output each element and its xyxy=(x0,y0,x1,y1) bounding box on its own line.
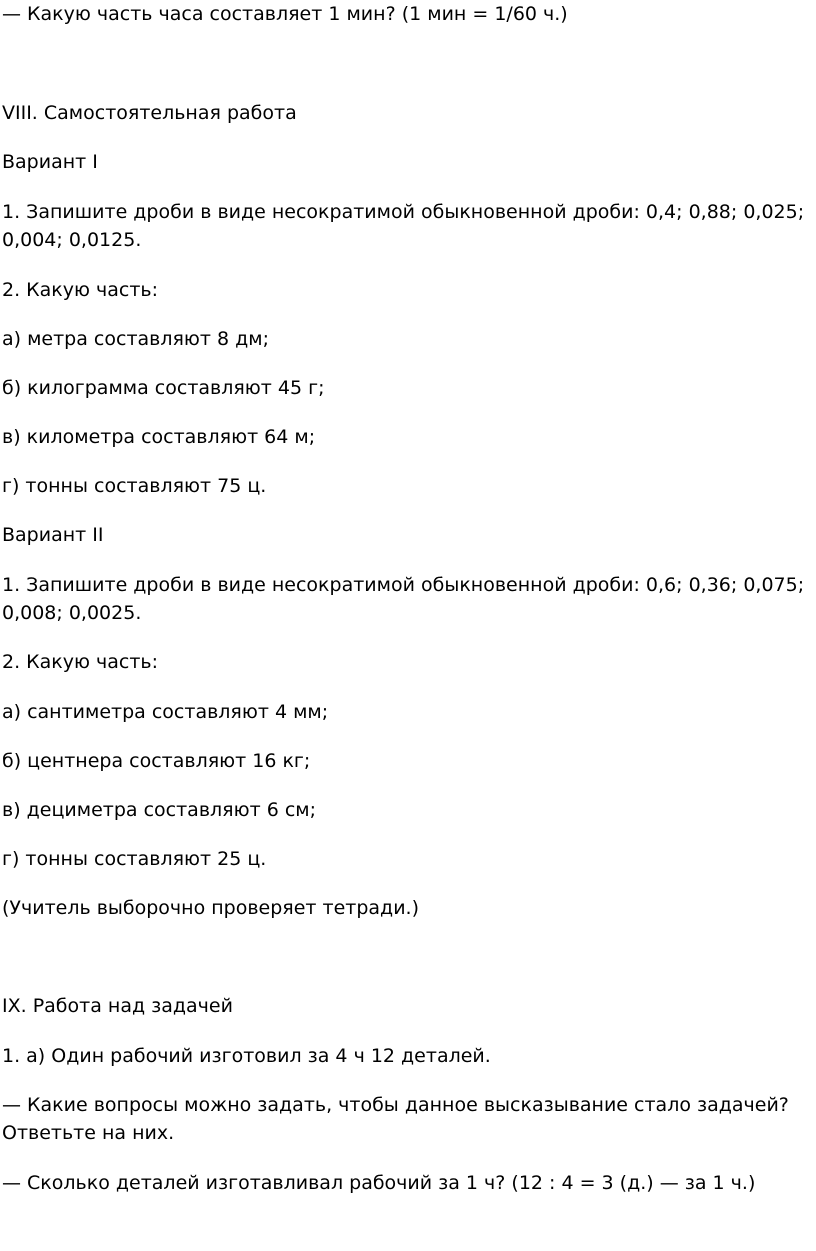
section-heading-ix: IX. Работа над задачей xyxy=(2,995,233,1017)
answer-line: — Сколько деталей изготавливал рабочий за 1 ч? (12 : 4 = 3 (д.) — за 1 ч.) xyxy=(2,1172,756,1194)
teacher-note: (Учитель выборочно проверяет тетради.) xyxy=(2,897,419,919)
variant1-item-a: а) метра составляют 8 дм; xyxy=(2,328,270,350)
variant2-task2: 2. Какую часть: xyxy=(2,651,159,673)
variant1-item-g: г) тонны составляют 75 ц. xyxy=(2,475,267,497)
variant2-item-a: а) сантиметра составляют 4 мм; xyxy=(2,701,329,723)
variant2-task1: 1. Запишите дроби в виде несократимой обыкновенной дроби: 0,6; 0,36; 0,075; 0,008; 0,0025. xyxy=(2,574,805,624)
question-prompt: — Какие вопросы можно задать, чтобы данное высказывание стало задачей? Ответьте на них. xyxy=(2,1094,789,1144)
section-heading-viii: VIII. Самостоятельная работа xyxy=(2,102,297,124)
variant2-item-v: в) дециметра составляют 6 см; xyxy=(2,799,317,821)
problem-1a: 1. а) Один рабочий изготовил за 4 ч 12 деталей. xyxy=(2,1045,491,1067)
variant2-item-b: б) центнера составляют 16 кг; xyxy=(2,750,311,772)
variant2-item-g: г) тонны составляют 25 ц. xyxy=(2,848,267,870)
variant-heading-2: Вариант II xyxy=(2,524,104,546)
variant-heading-1: Вариант I xyxy=(2,151,98,173)
variant1-item-v: в) километра составляют 64 м; xyxy=(2,426,316,448)
question-line: — Какую часть часа составляет 1 мин? (1 мин = 1/60 ч.) xyxy=(2,3,568,25)
variant1-task1: 1. Запишите дроби в виде несократимой обыкновенной дроби: 0,4; 0,88; 0,025; 0,004; 0,0125. xyxy=(2,201,805,251)
variant1-item-b: б) килограмма составляют 45 г; xyxy=(2,377,325,399)
variant1-task2: 2. Какую часть: xyxy=(2,279,159,301)
